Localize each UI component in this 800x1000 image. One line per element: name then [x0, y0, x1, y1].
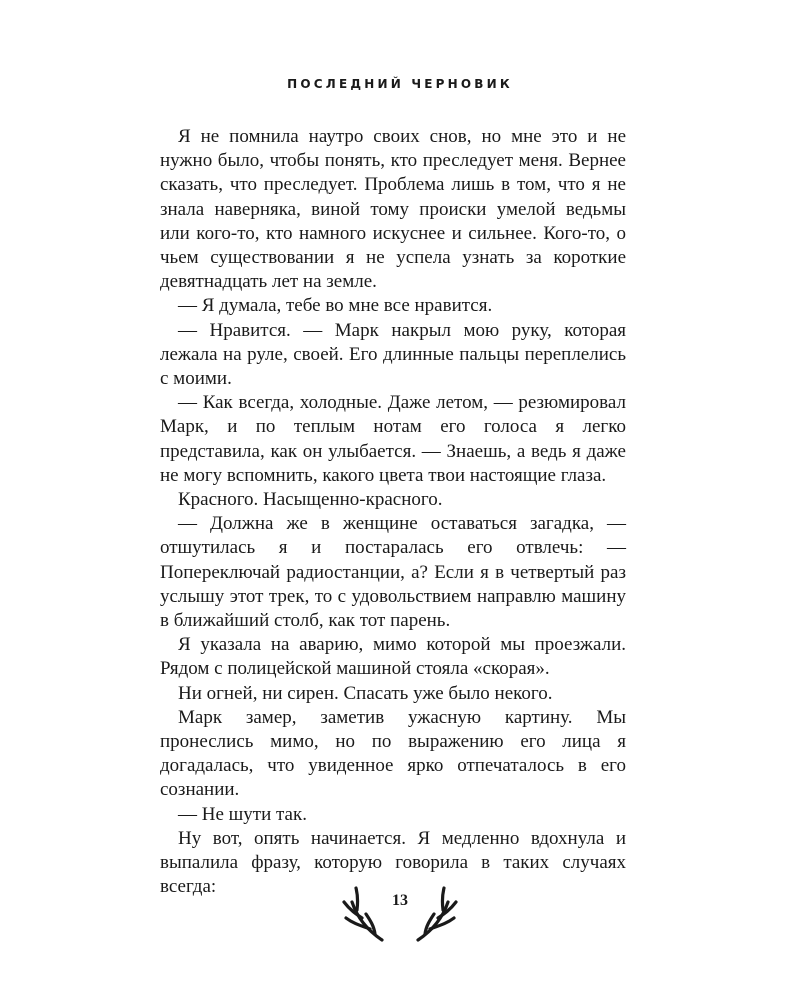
page-number: 13 [392, 892, 408, 909]
paragraph: — Я думала, тебе во мне все нравится. [178, 295, 493, 317]
antlers-icon [340, 880, 460, 950]
running-header: ПОСЛЕДНИЙ ЧЕРНОВИК [287, 77, 513, 91]
paragraph: Марк замер, заметив ужасную картину. Мы пронеслись мимо, но по выражению его лица я догадалась, что увиденное ярко отпечаталось в его сознании. [160, 706, 626, 801]
paragraph: Ни огней, ни сирен. Спасать уже было некого. [178, 682, 553, 704]
paragraph: — Как всегда, холодные. Даже летом, — резюмировал Марк, и по теплым нотам его голоса я легко представила, как он улыбается. — Знаешь, а ведь я даже не могу вспомнить, какого цвета твои настоящие глаза. [160, 392, 626, 486]
body-text [160, 125, 626, 900]
paragraph: — Не шути так. [178, 803, 307, 825]
paragraph: Я указала на аварию, мимо которой мы проезжали. Рядом с полицейской машиной стояла «скорая». [160, 634, 626, 680]
paragraph: Ну вот, опять начинается. Я медленно вдохнула и выпалила фразу, которую говорила в таких случаях всегда: [160, 827, 626, 898]
paragraph: Я не помнила наутро своих снов, но мне это и не нужно было, чтобы понять, кто преследует меня. Вернее сказать, что преследует. Проблема лишь в том, что я не знала наверняка, виной тому происки умелой ведьмы или кого-то, кто намного искуснее и сильнее. Кого-то, о чьем существовании я не успела узнать за короткие девятнадцать лет на земле. [160, 126, 626, 293]
page-footer [340, 880, 460, 950]
paragraph: Красного. Насыщенно-красного. [178, 489, 443, 511]
paragraph: — Нравится. — Марк накрыл мою руку, которая лежала на руле, своей. Его длинные пальцы переплелись с моими. [160, 319, 626, 390]
paragraph: — Должна же в женщине оставаться загадка, — отшутилась я и постаралась его отвлечь: — Попереключай радиостанции, а? Если я в четвертый раз услышу этот трек, то с удовольствием направлю машину в ближайший столб, как тот парень. [160, 513, 626, 632]
